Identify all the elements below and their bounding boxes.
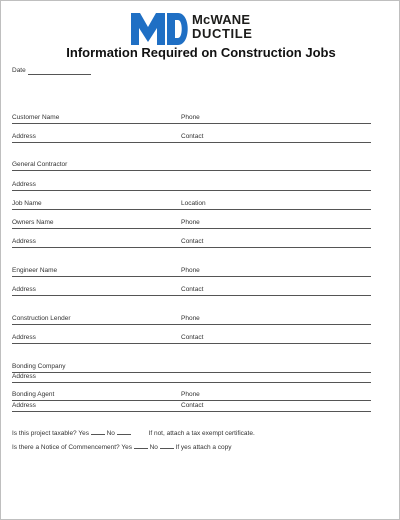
owners-address-line[interactable]: [12, 247, 371, 248]
owners-name-line[interactable]: [12, 228, 371, 229]
logo-wordmark: [192, 13, 253, 40]
owners-contact-label: Contact: [181, 238, 204, 245]
taxable-no-blank[interactable]: [117, 428, 131, 435]
taxable-question: [12, 428, 255, 438]
notice-prefix: Is there a Notice of Commencement? Yes: [12, 444, 132, 451]
job-name-label: Job Name: [12, 200, 42, 207]
lender-address-label: Address: [12, 334, 36, 341]
general-contractor-label: General Contractor: [12, 161, 68, 168]
engineer-address-line[interactable]: [12, 295, 371, 296]
customer-name-line[interactable]: [12, 123, 371, 124]
taxable-no-label: No: [106, 430, 115, 437]
bonding-company-address-label: Address: [12, 373, 36, 380]
notice-no-blank[interactable]: [160, 442, 174, 449]
lender-phone-label: Phone: [181, 315, 200, 322]
agent-phone-label: Phone: [181, 391, 200, 398]
form-title: Information Required on Construction Jobs: [66, 45, 336, 60]
agent-address-label: Address: [12, 402, 36, 409]
customer-address-label: Address: [12, 133, 36, 140]
lender-contact-label: Contact: [181, 334, 204, 341]
engineer-name-line[interactable]: [12, 276, 371, 277]
job-location-label: Location: [181, 200, 206, 207]
gc-address-line[interactable]: [12, 190, 371, 191]
owners-name-label: Owners Name: [12, 219, 54, 226]
bonding-agent-address-line[interactable]: [12, 411, 371, 412]
taxable-note: If not, attach a tax exempt certificate.: [148, 430, 255, 437]
customer-name-label: Customer Name: [12, 114, 60, 121]
owners-phone-label: Phone: [181, 219, 200, 226]
engineer-phone-label: Phone: [181, 267, 200, 274]
gc-address-label: Address: [12, 181, 36, 188]
bonding-agent-line[interactable]: [12, 400, 371, 401]
date-label: Date: [12, 67, 26, 74]
customer-phone-label: Phone: [181, 114, 200, 121]
owners-address-label: Address: [12, 238, 36, 245]
bonding-company-line[interactable]: [12, 372, 371, 373]
bonding-company-label: Bonding Company: [12, 363, 66, 370]
notice-note: If yes attach a copy: [175, 444, 232, 451]
notice-question: [12, 442, 232, 452]
bonding-agent-label: Bonding Agent: [12, 391, 55, 398]
engineer-contact-label: Contact: [181, 286, 204, 293]
engineer-name-label: Engineer Name: [12, 267, 58, 274]
date-field[interactable]: [28, 74, 91, 75]
taxable-yes-blank[interactable]: [91, 428, 105, 435]
engineer-address-label: Address: [12, 286, 36, 293]
agent-contact-label: Contact: [181, 402, 204, 409]
job-name-line[interactable]: [12, 209, 371, 210]
taxable-prefix: Is this project taxable? Yes: [12, 430, 89, 437]
logo-line2: DUCTILE: [192, 26, 253, 41]
construction-lender-label: Construction Lender: [12, 315, 71, 322]
logo-line1: McWANE: [192, 12, 251, 27]
general-contractor-line[interactable]: [12, 170, 371, 171]
bonding-company-address-line[interactable]: [12, 382, 371, 383]
customer-address-line[interactable]: [12, 142, 371, 143]
notice-no-label: No: [149, 444, 158, 451]
lender-address-line[interactable]: [12, 343, 371, 344]
notice-yes-blank[interactable]: [134, 442, 148, 449]
construction-lender-line[interactable]: [12, 324, 371, 325]
customer-contact-label: Contact: [181, 133, 204, 140]
